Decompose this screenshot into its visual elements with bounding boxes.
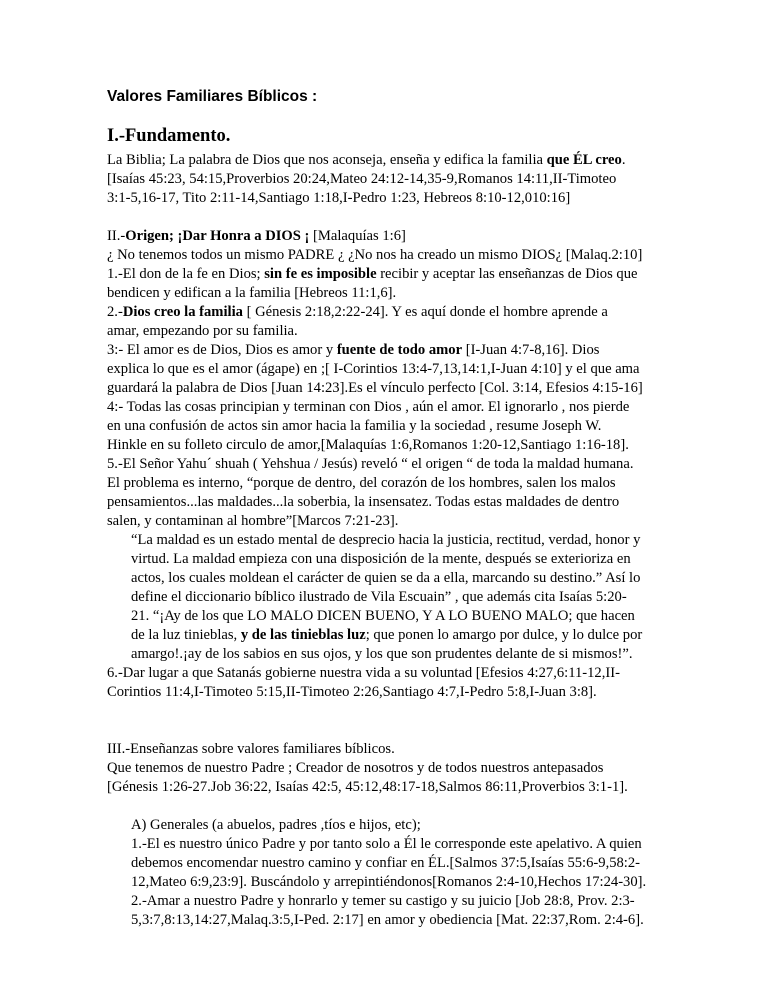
- text-line: pensamientos...las maldades...la soberbia, la insensatez. Todas estas maldades de dentro: [107, 494, 620, 510]
- quote-line: virtud. La maldad empieza con una disposición de la mente, después se exterioriza en: [131, 551, 631, 567]
- quote-line: de la luz tinieblas, y de las tinieblas luz; que ponen lo amargo por dulce, y lo dulce por: [131, 627, 643, 643]
- text-line: 1.-El es nuestro único Padre y por tanto solo a Él le corresponde este apelativo. A quien: [131, 836, 642, 852]
- text-line: La Biblia; La palabra de Dios que nos aconseja, enseña y edifica la familia que ÉL creo.: [107, 152, 626, 168]
- text-line: El problema es interno, “porque de dentro, del corazón de los hombres, salen los malos: [107, 475, 616, 491]
- text-line: en una confusión de actos sin amor hacia la familia y la sociedad , resume Joseph W.: [107, 418, 602, 434]
- text-line: debemos encomendar nuestro camino y confiar en ÉL.[Salmos 37:5,Isaías 55:6-9,58:2-: [131, 855, 641, 871]
- section-origen: [107, 227, 677, 702]
- section-ensenanzas: [107, 740, 677, 797]
- text-line: amar, empezando por su familia.: [107, 323, 298, 339]
- text-line: 12,Mateo 6:9,23:9]. Buscándolo y arrepintiéndonos[Romanos 2:4-10,Hechos 17:24-30].: [131, 874, 647, 890]
- quote-line: “La maldad es un estado mental de desprecio hacia la justicia, rectitud, verdad, honor y: [131, 532, 641, 548]
- text-line: 2.-Amar a nuestro Padre y honrarlo y temer su castigo y su juicio [Job 28:8, Prov. 2:3-: [131, 893, 635, 909]
- section-heading-ensenanzas: III.-Enseñanzas sobre valores familiares bíblicos.: [107, 741, 395, 757]
- text-line: ¿ No tenemos todos un mismo PADRE ¿ ¿No nos ha creado un mismo DIOS¿ [Malaq.2:10]: [107, 247, 643, 263]
- subsection-generales: [107, 816, 677, 930]
- document-body: [107, 151, 677, 930]
- quote-line: actos, los cuales moldean el carácter de quien se da a ella, marcando su destino.” Así lo: [131, 570, 641, 586]
- section-heading-origen: II.-Origen; ¡Dar Honra a DIOS ¡ [Malaquías 1:6]: [107, 228, 406, 244]
- text-line: Que tenemos de nuestro Padre ; Creador de nosotros y de todos nuestros antepasados: [107, 760, 604, 776]
- quote-line: 21. “¡Ay de los que LO MALO DICEN BUENO, Y A LO BUENO MALO; que hacen: [131, 608, 635, 624]
- section-fundamento-text: [107, 151, 677, 208]
- text-line: 6.-Dar lugar a que Satanás gobierne nuestra vida a su voluntad [Efesios 4:27,6:11-12,II-: [107, 665, 620, 681]
- text-line: salen, y contaminan al hombre”[Marcos 7:21-23].: [107, 513, 399, 529]
- text-line: 1.-El don de la fe en Dios; sin fe es imposible recibir y aceptar las enseñanzas de Dios que: [107, 266, 638, 282]
- section-heading-fundamento: I.-Fundamento.: [107, 126, 231, 146]
- subsection-heading-generales: A) Generales (a abuelos, padres ,tíos e hijos, etc);: [131, 817, 421, 833]
- text-line: 2.-Dios creo la familia [ Génesis 2:18,2:22-24]. Y es aquí donde el hombre aprende a: [107, 304, 608, 320]
- text-line: explica lo que es el amor (ágape) en ;[ I-Corintios 13:4-7,13,14:1,I-Juan 4:10] y el que ama: [107, 361, 640, 377]
- text-line: 3:1-5,16-17, Tito 2:11-14,Santiago 1:18,I-Pedro 1:23, Hebreos 8:10-12,010:16]: [107, 190, 571, 206]
- text-line: Hinkle en su folleto circulo de amor,[Malaquías 1:6,Romanos 1:20-12,Santiago 1:16-18].: [107, 437, 629, 453]
- text-line: guardará la palabra de Dios [Juan 14:23].Es el vínculo perfecto [Col. 3:14, Efesios 4:15-16]: [107, 380, 643, 396]
- text-line: 5.-El Señor Yahu´ shuah ( Yehshua / Jesús) reveló “ el origen “ de toda la maldad humana.: [107, 456, 634, 472]
- text-line: [Isaías 45:23, 54:15,Proverbios 20:24,Mateo 24:12-14,35-9,Romanos 14:11,II-Timoteo: [107, 171, 617, 187]
- text-line: [Génesis 1:26-27.Job 36:22, Isaías 42:5, 45:12,48:17-18,Salmos 86:11,Proverbios 3:1-1].: [107, 779, 628, 795]
- text-line: Corintios 11:4,I-Timoteo 5:15,II-Timoteo 2:26,Santiago 4:7,I-Pedro 5:8,I-Juan 3:8].: [107, 684, 597, 700]
- text-line: 3:- El amor es de Dios, Dios es amor y fuente de todo amor [I-Juan 4:7-8,16]. Dios: [107, 342, 600, 358]
- text-line: 4:- Todas las cosas principian y terminan con Dios , aún el amor. El ignorarlo , nos pierde: [107, 399, 630, 415]
- text-line: 5,3:7,8:13,14:27,Malaq.3:5,I-Ped. 2:17] en amor y obediencia [Mat. 22:37,Rom. 2:4-6].: [131, 912, 644, 928]
- quote-line: amargo!.¡ay de los sabios en sus ojos, y los que son prudentes delante de si mismos!”.: [131, 646, 633, 662]
- text-line: bendicen y edifican a la familia [Hebreos 11:1,6].: [107, 285, 397, 301]
- quote-line: define el diccionario bíblico ilustrado de Vila Escuain” , que además cita Isaías 5:20-: [131, 589, 627, 605]
- document-title: Valores Familiares Bíblicos :: [107, 88, 318, 105]
